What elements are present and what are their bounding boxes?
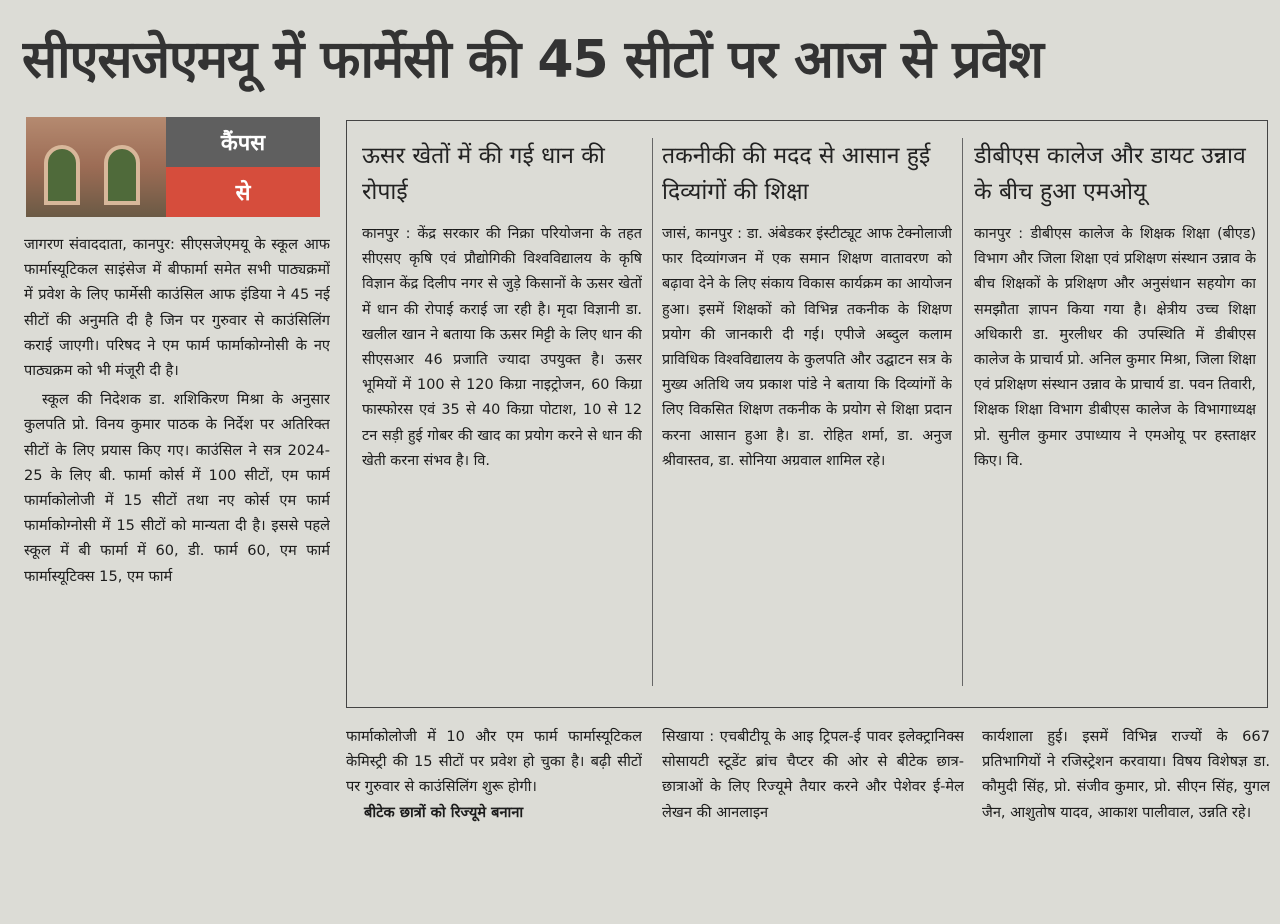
story1-headline: ऊसर खेतों में की गई धान की रोपाई [362,143,605,205]
column-rule [962,138,963,686]
story2-body: जासं, कानपुर : डा. अंबेडकर इंस्टीट्यूट आफ टेक्नोलाजी फार दिव्यांगजन में एक समान शिक्षण वातावरण को बढ़ावा देने के लिए संकाय विकास कार्यक्रम का आयोजन हुआ। इसमें शिक्षकों को विभिन्न तकनीक के शिक्षण प्रयोग की जानकारी दी गई। एपीजे अब्दुल कलाम प्राविधिक विश्वविद्यालय के कुलपति और उद्घाटन सत्र के मुख्य अतिथि जय प्रकाश पांडे ने बताया कि दिव्यांगों के लिए विकसित शिक्षण तकनीक के प्रयोग से शिक्षा प्रदान करना आसान हुआ है। डा. रोहित शर्मा, डा. अनुज श्रीवास्तव, डा. सोनिया अग्रवाल शामिल रहे। [662,226,952,469]
resume-subhead: बीटेक छात्रों को रिज्यूमे बनाना [364,803,524,821]
logo-top-text: कैंपस [166,117,320,167]
resume-part2-text: कार्यशाला हुई। इसमें विभिन्न राज्यों के 667 प्रतिभागियों ने रजिस्ट्रेशन करवाया। विषय विशेषज्ञ डा. कौमुदी सिंह, प्रो. संजीव कुमार, प्रो. सीएन सिंह, युगल जैन, आशुतोष यादव, आकाश पालीवाल, उन्नति रहे। [982,728,1270,821]
gate-arch-left [44,145,80,205]
main-story-para1: जागरण संवाददाता, कानपुर: सीएसजेएमयू के स्कूल आफ फार्मास्यूटिकल साइंसेज में बीफार्मा समेत सभी पाठ्यक्रमों में प्रवेश के लिए फार्मेसी काउंसिल आफ इंडिया ने 45 नई सीटों की अनुमति दी है जिन पर गुरुवार से काउंसिलिंग कराई जाएगी। परिषद ने एम फार्म फार्माकोग्नोसी के नए पाठ्यक्रम को भी मंजूरी दी है। [24,236,330,380]
resume-story-part1 [662,724,964,920]
main-story-para2: स्कूल की निदेशक डा. शशिकिरण मिश्रा के अनुसार कुलपति प्रो. विनय कुमार पाठक के निर्देश पर अतिरिक्त सीटों के लिए प्रयास किए गए। काउंसिल ने सत्र 2024-25 के लिए बी. फार्मा कोर्स में 100 सीटों, एम फार्म फार्माकोलोजी में 15 सीटों तथा नए कोर्स एम फार्म फार्माकोग्नोसी में 15 सीटों को मान्यता दी है। इससे पहले स्कूल में बी फार्मा में 60, डी. फार्म 60, एम फार्म फार्मास्यूटिक्स 15, एम फार्म [24,391,330,585]
story-usar-fields [362,138,642,686]
story-dbs-mou [974,138,1256,686]
page-headline: सीएसजेएमयू में फार्मेसी की 45 सीटों पर आज से प्रवेश [22,30,1044,90]
main-story-column [24,232,330,912]
main-story-continuation [346,724,642,920]
story-divyang-education [662,138,952,686]
column-rule [652,138,653,686]
gate-arch-right [104,145,140,205]
story2-headline: तकनीकी की मदद से आसान हुई दिव्यांगों की शिक्षा [662,143,931,205]
story3-headline: डीबीएस कालेज और डायट उन्नाव के बीच हुआ एमओयू [974,143,1246,205]
campus-section-logo [26,117,320,217]
resume-part1-text: सिखाया : एचबीटीयू के आइ ट्रिपल-ई पावर इलेक्ट्रानिक्स सोसायटी स्टूडेंट ब्रांच चैप्टर की ओर से बीटेक छात्र-छात्राओं के लिए रिज्यूमे तैयार करने और पेशेवर ई-मेल लेखन की आनलाइन [662,728,964,821]
continuation-text: फार्माकोलोजी में 10 और एम फार्म फार्मास्यूटिकल केमिस्ट्री की 15 सीटों पर प्रवेश हो चुका है। बढ़ी सीटों पर गुरुवार से काउंसिलिंग शुरू होगी। [346,728,642,796]
story3-body: कानपुर : डीबीएस कालेज के शिक्षक शिक्षा (बीएड) विभाग और जिला शिक्षा एवं प्रशिक्षण संस्थान उन्नाव के बीच शिक्षकों के प्रशिक्षण और अनुसंधान सहयोग का समझौता ज्ञापन किया गया है। क्षेत्रीय उच्च शिक्षा अधिकारी डा. मुरलीधर की उपस्थिति में डीबीएस कालेज के प्राचार्य प्रो. अनिल कुमार मिश्रा, जिला शिक्षा एवं प्रशिक्षण संस्थान उन्नाव के प्राचार्य डा. पवन तिवारी, शिक्षक शिक्षा विभाग डीबीएस कालेज के विभागाध्यक्ष प्रो. सुनील कुमार उपाध्याय ने एमओयू पर हस्ताक्षर किए। वि. [974,226,1256,469]
story1-body: कानपुर : केंद्र सरकार की निक्रा परियोजना के तहत सीएसए कृषि एवं प्रौद्योगिकी विश्वविद्यालय के कृषि विज्ञान केंद्र दिलीप नगर से जुड़े किसानों के ऊसर खेतों में धान की रोपाई कराई जा रही है। मृदा विज्ञानी डा. खलील खान ने बताया कि ऊसर मिट्टी के लिए धान की सीएसआर 46 प्रजाति ज्यादा उपयुक्त है। ऊसर भूमियों में 100 से 120 किग्रा नाइट्रोजन, 60 किग्रा फास्फोरस एवं 35 से 40 किग्रा पोटाश, 10 से 12 टन सड़ी हुई गोबर की खाद का प्रयोग करने से धान की खेती करना संभव है। वि. [362,226,642,469]
logo-bottom-text: से [166,167,320,217]
campus-gate-image [26,117,166,217]
resume-story-part2 [982,724,1270,920]
